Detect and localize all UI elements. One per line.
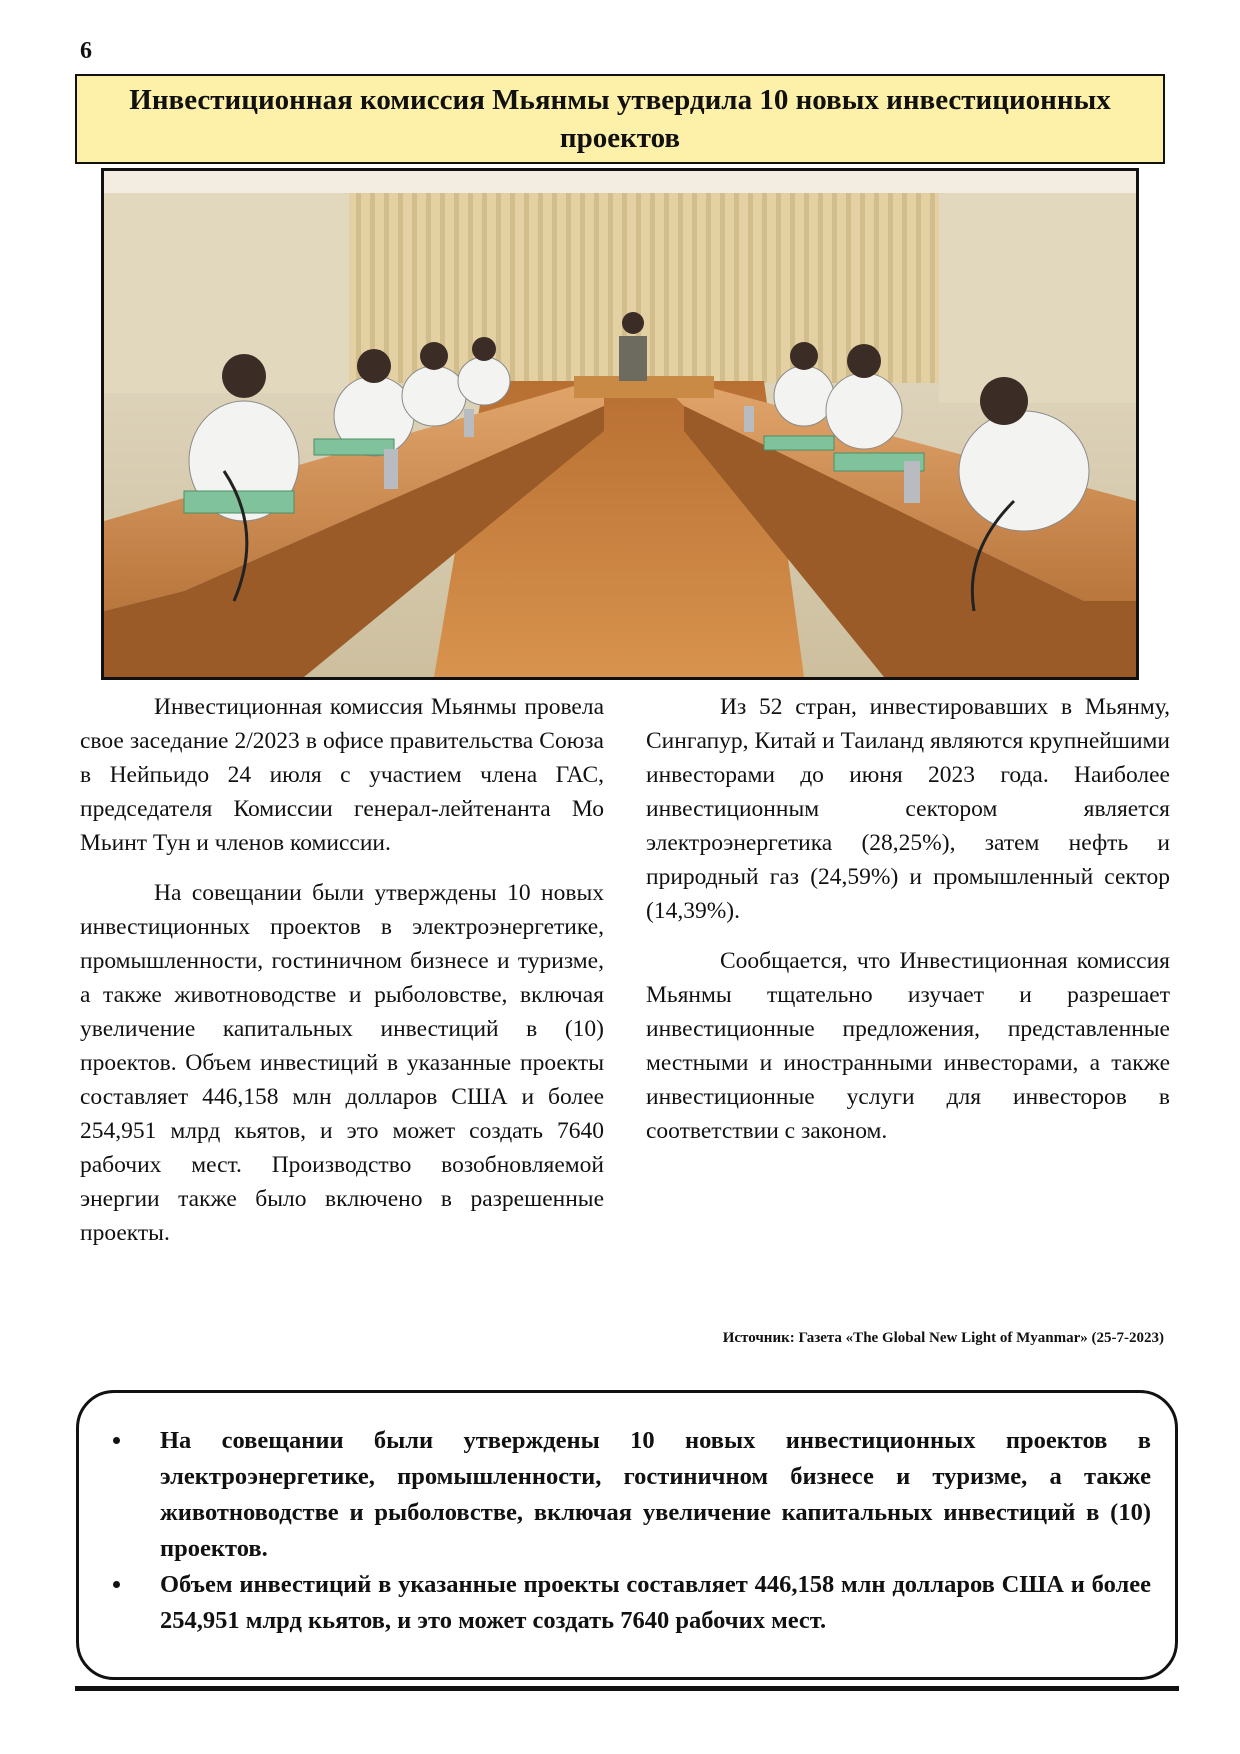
article-right-column — [646, 690, 1170, 1164]
meeting-room-photo — [101, 168, 1139, 680]
page-number: 6 — [80, 38, 92, 64]
summary-bullet: • На совещании были утверждены 10 новых инвестиционных проектов в электроэнергетике, промышленности, гостиничном бизнесе и туризме, а также животноводстве и рыболовстве, включая увеличение капитальных инвестиций в (10) проектов. — [134, 1423, 1151, 1567]
article-left-column — [80, 690, 604, 1266]
summary-bullet: • Объем инвестиций в указанные проекты составляет 446,158 млн долларов США и более 254,951 млрд кьятов, и это может создать 7640 рабочих мест. — [134, 1567, 1151, 1639]
article-paragraph: Инвестиционная комиссия Мьянмы провела свое заседание 2/2023 в офисе правительства Союза в Нейпьидо 24 июля с участием члена ГАС, председателя Комиссии генерал-лейтенанта Мо Мьинт Тун и членов комиссии. — [80, 694, 604, 856]
headline: Инвестиционная комиссия Мьянмы утвердила 10 новых инвестиционных проектов — [129, 84, 1111, 154]
article-paragraph: Из 52 стран, инвестировавших в Мьянму, Сингапур, Китай и Таиланд являются крупнейшими инвесторами до июня 2023 года. Наиболее инвестиционным сектором является электроэнергетика (28,25%), затем нефть и природный газ (24,59%) и промышленный сектор (14,39%). — [646, 694, 1170, 924]
source-attribution: Источник: Газета «The Global New Light of Myanmar» (25-7-2023) — [722, 1330, 1164, 1346]
summary-box — [76, 1390, 1178, 1680]
summary-list — [107, 1423, 1151, 1639]
article-paragraph: Сообщается, что Инвестиционная комиссия Мьянмы тщательно изучает и разрешает инвестиционные предложения, представленные местными и иностранными инвесторами, а также инвестиционные услуги для инвесторов в соответствии с законом. — [646, 948, 1170, 1144]
article-paragraph: На совещании были утверждены 10 новых инвестиционных проектов в электроэнергетике, промышленности, гостиничном бизнесе и туризме, а также животноводстве и рыболовстве, включая увеличение капитальных инвестиций в (10) проектов. Объем инвестиций в указанные проекты составляет 446,158 млн долларов США и более 254,951 млрд кьятов, и это может создать 7640 рабочих мест. Производство возобновляемой энергии также было включено в разрешенные проекты. — [80, 880, 604, 1246]
bottom-divider — [75, 1686, 1179, 1691]
headline-box — [75, 74, 1165, 164]
